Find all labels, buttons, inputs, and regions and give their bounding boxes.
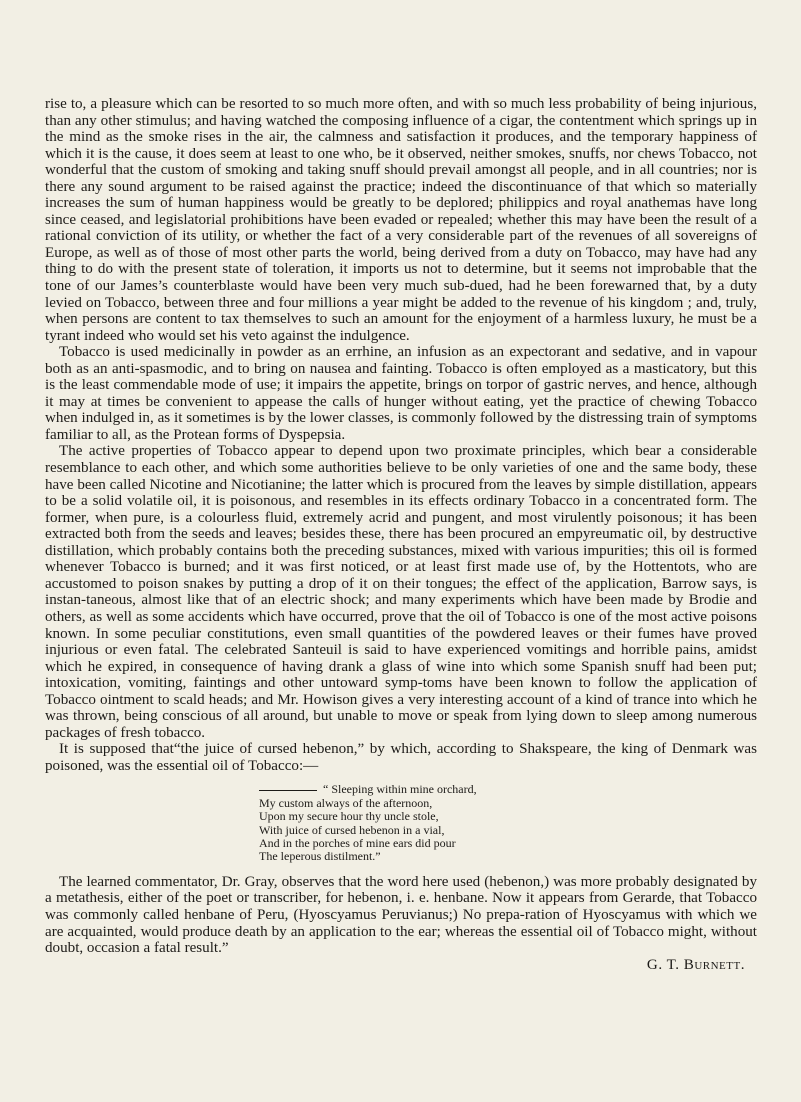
quote-dash-rule [259, 790, 317, 791]
closing-paragraph: The learned commentator, Dr. Gray, observes that the word here used (hebenon,) was more probably designated by a metathesis, either of the poet or transcriber, for hebenon, i. e. henbane. Now it appears from Gerarde, that Tobacco was commonly called henbane of Peru, (Hyoscyamus Peruvianus;) No prepa-ration of Hyoscyamus with which we are acquainted, would produce death by an application to the ear; whereas the essential oil of Tobacco might, without doubt, occasion a fatal result.” [45, 873, 757, 957]
document-page [45, 96, 757, 974]
body-paragraph: It is supposed that“the juice of cursed hebenon,” by which, according to Shakspeare, the king of Denmark was poisoned, was the essential oil of Tobacco:— [45, 741, 757, 774]
signature-initials: G. T. [646, 956, 680, 973]
quote-line [259, 783, 757, 796]
quote-line: And in the porches of mine ears did pour [259, 836, 456, 851]
signature-surname: Burnett. [683, 956, 745, 973]
quote-line: With juice of cursed hebenon in a vial, [259, 822, 445, 837]
quote-line: Upon my secure hour thy uncle stole, [259, 809, 439, 824]
body-paragraph: Tobacco is used medicinally in powder as an errhine, an infusion as an expectorant and sedative, and in vapour both as an anti-spasmodic, and to bring on nausea and fainting. Tobacco is often employed as a masticatory, but this is the least commendable mode of use; it impairs the appetite, brings on torpor of gastric nerves, and hence, although it may at times be convenient to appease the calls of hunger without eating, yet the practice of chewing Tobacco when indulged in, as it sometimes is by the lower classes, is commonly followed by the distressing train of symptoms familiar to all, as the Protean forms of Dyspepsia. [45, 344, 757, 443]
body-paragraph: The active properties of Tobacco appear to depend upon two proximate principles, which bear a considerable resemblance to each other, and which some authorities believe to be only varieties of one and the same body, these have been called Nicotine and Nicotianine; the latter which is procured from the leaves by simple distillation, appears to be a solid volatile oil, it is poisonous, and resembles in its effects ordinary Tobacco in a concentrated form. The former, when pure, is a colourless fluid, extremely acrid and pungent, and most virulently poisonous; it has been extracted both from the seeds and leaves; besides these, there has been procured an empyreumatic oil, by destructive distillation, which probably contains both the preceding substances, mixed with various impurities; this oil is formed whenever Tobacco is burned; and it was first noticed, or at least first made use of, by the Hottentots, who are accustomed to poison snakes by putting a drop of it on their tongues; the effect of the application, Barrow says, is instan-taneous, almost like that of an electric shock; and many experiments which have been made by Brodie and others, as well as some accidents which have occurred, prove that the oil of Tobacco is one of the most active poisons known. In some peculiar constitutions, even small quantities of the powdered leaves or their fumes have proved injurious or even fatal. The celebrated Santeuil is said to have experienced vomitings and horrible pains, amidst which he expired, in consequence of having drank a glass of wine into which some Spanish snuff had been put; intoxication, vomiting, faintings and other untoward symp-toms have been known to follow the application of Tobacco ointment to scald heads; and Mr. Howison gives a very interesting account of a kind of trance into which he was thrown, being conscious of all around, but unable to move or speak from lying down to sleep among numerous packages of fresh tobacco. [45, 443, 757, 741]
shakespeare-quotation [259, 783, 757, 863]
quote-line: The leperous distilment.” [259, 849, 381, 864]
quote-line: My custom always of the afternoon, [259, 795, 433, 810]
author-signature [45, 957, 757, 974]
body-paragraph: rise to, a pleasure which can be resorted to so much more often, and with so much less probability of being injurious, than any other stimulus; and having watched the composing influence of a cigar, the contentment which springs up in the mind as the smoke rises in the air, the calmness and satisfaction it produces, and the temporary happiness of which it is the cause, it does seem at least to one who, be it observed, neither smokes, snuffs, nor chews Tobacco, not wonderful that the custom of smoking and taking snuff should prevail amongst all people, and in all countries; nor is there any sound argument to be raised against the practice; indeed the discontinuance of that which so materially increases the sum of human happiness would be greatly to be deplored; philippics and royal anathemas have long since ceased, and legislatorial prohibitions have been evaded or repealed; whether this may have been the result of a rational conviction of its utility, or whether the fact of a very considerable part of the revenues of all sovereigns of Europe, as well as of those of most other parts the world, being derived from a duty on Tobacco, may have had any thing to do with the present state of toleration, it imports us not to determine, but it seems not improbable that the tone of our James’s counterblaste would have been very much sub-dued, had he been forewarned that, by a duty levied on Tobacco, between three and four millions a year might be added to the revenue of his kingdom ; and, truly, when persons are content to tax themselves to such an amount for the enjoyment of a harmless luxury, he must be a tyrant indeed who would set his veto against the indulgence. [45, 96, 757, 344]
quote-line-text: “ Sleeping within mine orchard, [323, 782, 477, 797]
